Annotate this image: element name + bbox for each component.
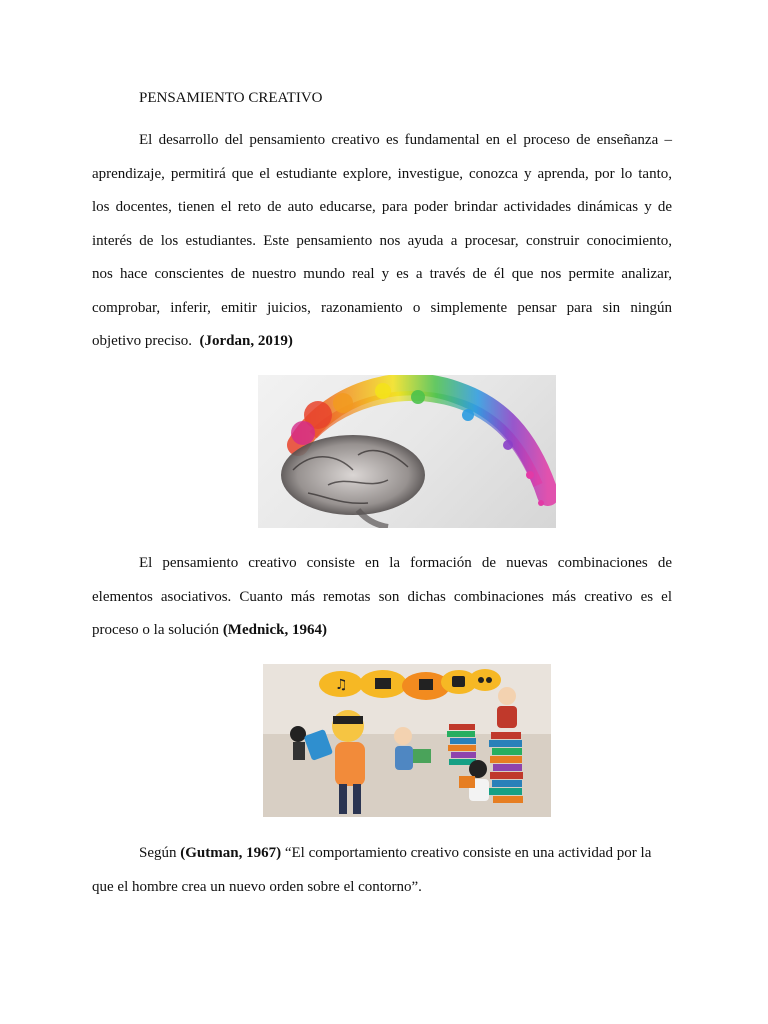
- paragraph-2-last-text: proceso o la solución: [92, 622, 220, 638]
- paragraph-3-quote-start: “El comportamiento creativo consiste en una actividad por la: [284, 845, 652, 861]
- camera-icon: [419, 679, 433, 690]
- book-stack: [489, 732, 523, 803]
- paragraph-3-line: [139, 843, 672, 863]
- students-illustration: [263, 664, 551, 817]
- paragraph-1-line: nos hace conscientes de nuestro mundo real y es a través de él que nos permite analizar,: [92, 266, 672, 282]
- citation-jordan: (Jordan, 2019): [199, 333, 293, 349]
- brain-illustration: [258, 375, 556, 528]
- paragraph-2-line: El pensamiento creativo consiste en la formación de nuevas combinaciones de: [139, 555, 672, 571]
- monitor-icon: [375, 678, 391, 689]
- paragraph-2-last-line: [92, 620, 672, 640]
- video-icon: [452, 676, 465, 687]
- paragraph-1-line: comprobar, inferir, emitir juicios, razonamiento o simplemente pensar para sin ningún: [92, 300, 672, 316]
- music-note-icon: ♫: [335, 677, 348, 693]
- paragraph-1-line: El desarrollo del pensamiento creativo es fundamental en el proceso de enseñanza –: [139, 132, 672, 148]
- paragraph-3-line: que el hombre crea un nuevo orden sobre el contorno”.: [92, 879, 422, 895]
- paragraph-2-line: elementos asociativos. Cuanto más remotas son dichas combinaciones más creativo es el: [92, 589, 672, 605]
- page-title: PENSAMIENTO CREATIVO: [139, 90, 323, 106]
- paragraph-1-line: los docentes, tienen el reto de auto educarse, para poder brindar actividades dinámicas y de: [92, 199, 672, 215]
- brain-paint-splash-image: [258, 375, 556, 528]
- paragraph-1-last-line: [92, 331, 672, 351]
- paragraph-1-last-text: objetivo preciso.: [92, 333, 192, 349]
- paragraph-3-prefix: Según: [139, 845, 177, 861]
- paragraph-1-line: interés de los estudiantes. Este pensamiento nos ayuda a procesar, construir conocimiento,: [92, 233, 672, 249]
- citation-mednick: (Mednick, 1964): [222, 622, 327, 638]
- citation-gutman: (Gutman, 1967): [180, 845, 282, 861]
- students-reading-illustration: [263, 664, 551, 817]
- paragraph-1-line: aprendizaje, permitirá que el estudiante explore, investigue, conozca y aprenda, por lo tanto,: [92, 166, 672, 182]
